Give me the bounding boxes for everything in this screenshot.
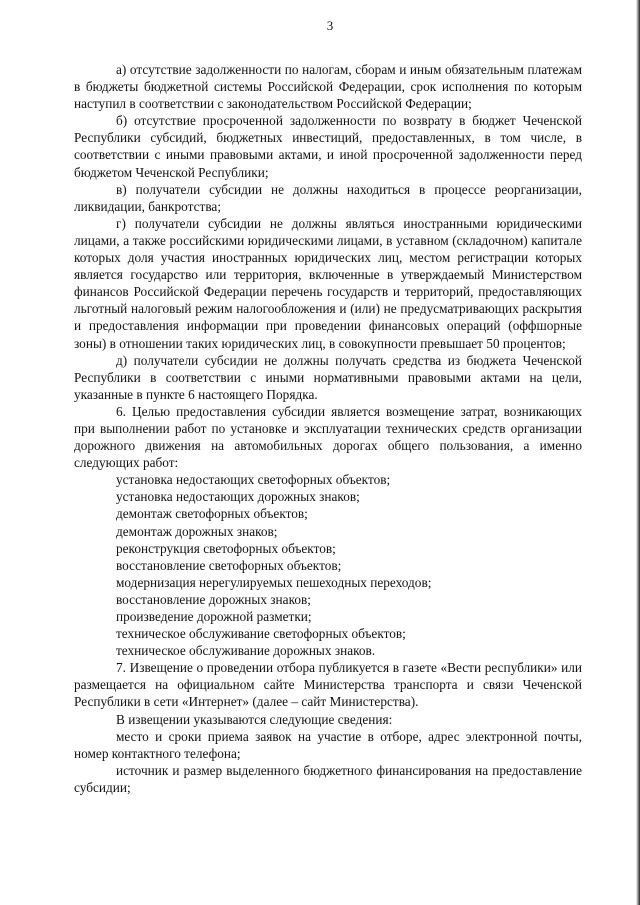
list-item: восстановление светофорных объектов; (116, 557, 342, 573)
list-item: демонтаж дорожных знаков; (116, 523, 278, 539)
paragraph-6: 6. Целью предоставления субсидии является возмещение затрат, возникающих при выполнении работ по установке и эксплуатации технических средств организации дорожного движения на автомобильных дорогах общего пользования, а именно следующих работ: (74, 403, 582, 471)
list-item: техническое обслуживание светофорных объектов; (116, 626, 406, 642)
list-item: демонтаж светофорных объектов; (116, 506, 308, 522)
paragraph-d: д) получатели субсидии не должны получать средства из бюджета Чеченской Республики в соответствии с иными нормативными правовыми актами на цели, указанные в пункте 6 настоящего Порядка. (74, 352, 582, 402)
list-item: восстановление дорожных знаков; (116, 591, 311, 607)
list-item: реконструкция светофорных объектов; (116, 540, 336, 556)
list-item: техническое обслуживание дорожных знаков. (116, 643, 376, 659)
page-number: 3 (326, 18, 334, 33)
paragraph-a: а) отсутствие задолженности по налогам, сборам и иным обязательным платежам в бюджеты бюджетной системы Российской Федерации, срок исполнения по которым наступил в соответствии с законодательством Российской Федерации; (74, 62, 582, 112)
paragraph-notice-intro: В извещении указываются следующие сведения: (116, 711, 393, 727)
paragraph-b: б) отсутствие просроченной задолженности по возврату в бюджет Чеченской Республики субсидий, бюджетных инвестиций, предоставленных, в том числе, в соответствии с иными правовыми актами, и иной просроченной задолженности перед бюджетом Чеченской Республики; (74, 113, 582, 180)
scan-edge-shadow (636, 0, 640, 905)
works-list (74, 471, 582, 659)
paragraph-g: г) получатели субсидии не должны являться иностранными юридическими лицами, а также российскими юридическими лицами, в уставном (складочном) капитале которых доля участия иностранных юридических лиц, местом регистрации которых является государство или территория, включенные в утверждаемый Министерством финансов Российской Федерации перечень государств и территорий, предоставляющих льготный налоговый режим налогообложения и (или) не предусматривающих раскрытия и предоставления информации при проведении финансовых операций (оффшорные зоны) в отношении таких юридических лиц, в совокупности превышает 50 процентов; (74, 215, 582, 351)
list-item: произведение дорожной разметки; (116, 609, 312, 624)
paragraph-7: 7. Извещение о проведении отбора публикуется в газете «Вести республики» или размещается на официальном сайте Министерства транспорта и связи Чеченской Республики в сети «Интернет» (далее – сайт Министерства). (74, 660, 582, 710)
paragraph-notice-source: источник и размер выделенного бюджетного финансирования на предоставление субсидии; (74, 762, 582, 795)
list-item: установка недостающих дорожных знаков; (116, 489, 360, 505)
list-item: установка недостающих светофорных объектов; (116, 472, 391, 488)
paragraph-notice-place: место и сроки приема заявок на участие в отборе, адрес электронной почты, номер контактного телефона; (74, 728, 582, 761)
list-item: модернизация нерегулируемых пешеходных переходов; (116, 574, 432, 590)
paragraph-v: в) получатели субсидии не должны находиться в процессе реорганизации, ликвидации, банкротства; (74, 181, 582, 214)
